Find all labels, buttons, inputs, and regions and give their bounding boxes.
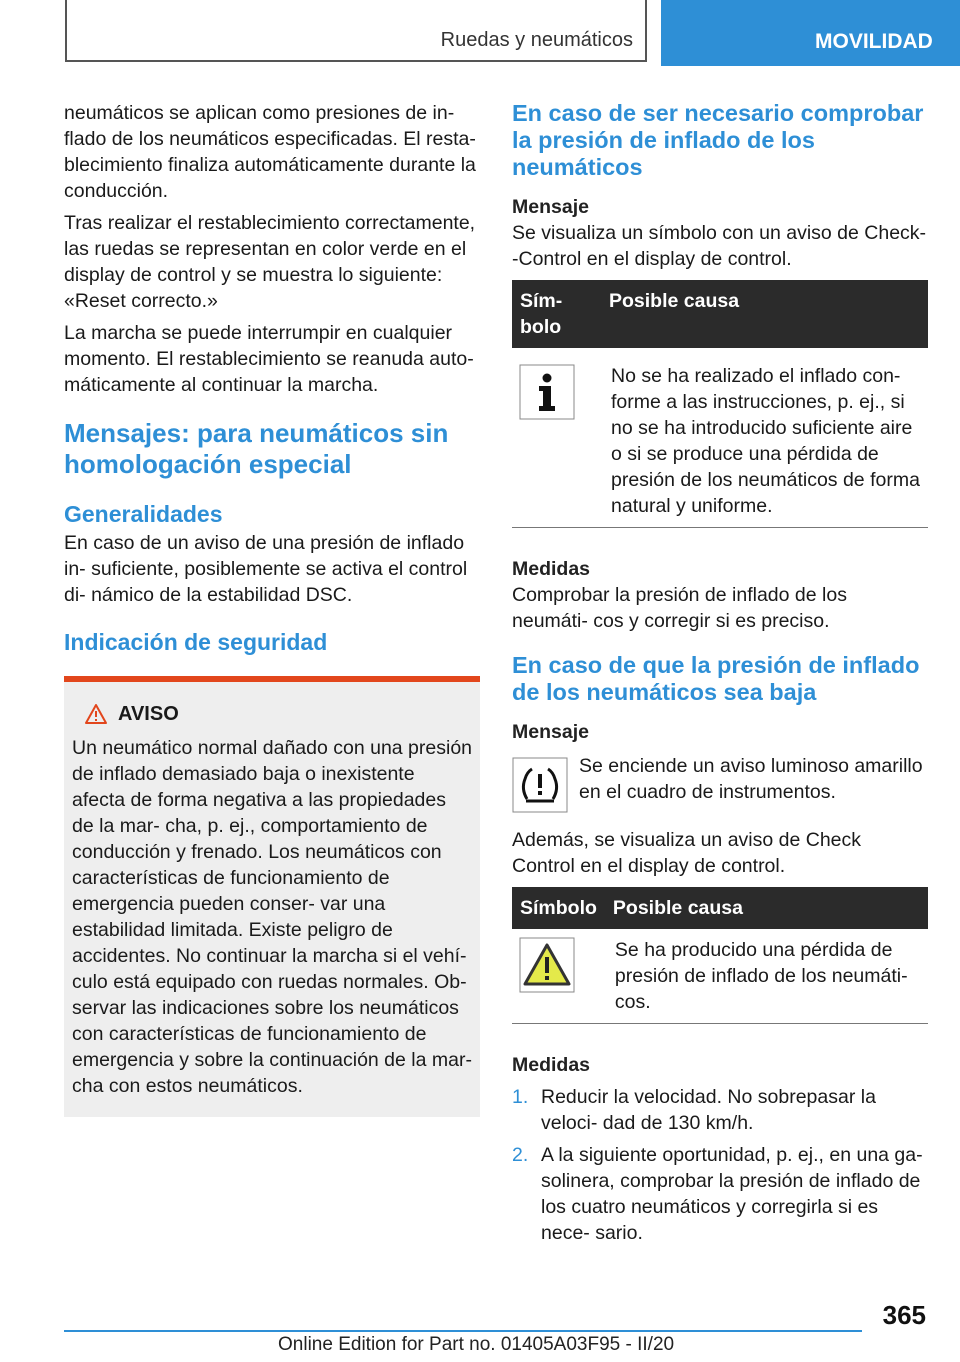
heading-seguridad: Indicación de seguridad bbox=[64, 629, 328, 655]
paragraph-lamp: Se enciende un aviso luminoso amarillo en el cuadro de instrumentos. bbox=[579, 755, 923, 803]
list-item bbox=[512, 1142, 928, 1246]
paragraph-reset-intro: neumáticos se aplican como presiones de in‐ flado de los neumáticos especificadas. El resta‐ blecimiento finaliza automáticamente durante la conducción. bbox=[64, 102, 476, 202]
page-header bbox=[0, 0, 960, 66]
heading-generalidades: Generalidades bbox=[64, 501, 223, 527]
warning-text: Un neumático normal dañado con una presión de inflado demasiado baja o inexistente afecta de forma negativa a las propiedades de la mar‐ cha, p. ej., comportamiento de conducción y frenado. Los neumáticos con características de funcionamiento de emergencia pueden conser‐ var una estabilidad limitada. Existe peligro de accidentes. No continuar la marcha si el vehí‐ culo está equipado con ruedas normales. Ob‐ servar las indicaciones sobre los neumáticos con características de funcionamiento de emergencia y sobre la continuación de la mar‐ cha con estos neumáticos. bbox=[72, 737, 473, 1097]
paragraph-generalidades: En caso de un aviso de una presión de inflado in‐ suficiente, posiblemente se activa el control di‐ námico de la estabilidad DSC. bbox=[64, 532, 468, 606]
table-row bbox=[512, 348, 928, 528]
step-text: Reducir la velocidad. No sobrepasar la veloci‐ dad de 130 km/h. bbox=[541, 1086, 876, 1134]
paragraph-reset-interrupt: La marcha se puede interrumpir en cualquier momento. El restablecimiento se reanuda auto‐ máticamente al continuar la marcha. bbox=[64, 322, 474, 396]
page-number: 365 bbox=[882, 1300, 926, 1330]
warning-triangle-icon bbox=[84, 703, 108, 725]
footer-divider bbox=[64, 1330, 862, 1332]
table1-cause-cell: No se ha realizado el inflado con‐ forme a las instrucciones, p. ej., si no se ha introducido suficiente aire o si se produce una pérdida de presión de los neumáticos de forma natural y uniforme. bbox=[601, 348, 928, 528]
symbol-table-2 bbox=[512, 887, 928, 1024]
table1-symbol-cell bbox=[512, 348, 601, 528]
warning-box bbox=[64, 676, 480, 1117]
heading-comprobar: En caso de ser necesario comprobar la presión de inflado de los neumáticos bbox=[512, 100, 924, 180]
label-medidas: Medidas bbox=[512, 558, 591, 580]
table1-col-cause: Posible causa bbox=[601, 280, 928, 348]
table-row bbox=[512, 929, 928, 1024]
table1-col-symbol: Sím‐ bolo bbox=[512, 280, 601, 348]
paragraph-check-control: Además, se visualiza un aviso de Check Control en el display de control. bbox=[512, 829, 862, 877]
chapter-title: Ruedas y neumáticos bbox=[440, 29, 633, 51]
table2-symbol-cell bbox=[512, 929, 605, 1024]
left-column bbox=[64, 100, 480, 1117]
warning-title: AVISO bbox=[118, 703, 179, 725]
label-mensaje: Mensaje bbox=[512, 196, 589, 218]
table2-col-symbol: Símbolo bbox=[512, 887, 605, 929]
section-tab bbox=[661, 0, 960, 66]
steps-list bbox=[512, 1084, 928, 1246]
heading-mensajes: Mensajes: para neumáticos sin homologación especial bbox=[64, 418, 449, 479]
paragraph-medidas: Comprobar la presión de inflado de los neumáti‐ cos y corregir si es preciso. bbox=[512, 584, 847, 632]
edition-footer: Online Edition for Part no. 01405A03F95 - II/20 bbox=[278, 1334, 675, 1355]
paragraph-reset-success: Tras realizar el restablecimiento correctamente, las ruedas se representan en color verde en el display de control y se muestra lo siguiente: «Reset correcto.» bbox=[64, 212, 476, 312]
tire-pressure-warning-icon bbox=[512, 757, 568, 813]
step-text: A la siguiente oportunidad, p. ej., en una ga‐ solinera, comprobar la presión de inflado de los cuatro neumáticos y corregirla si es nece‐ sario. bbox=[541, 1144, 923, 1244]
label-medidas-2: Medidas bbox=[512, 1054, 591, 1076]
lamp-row bbox=[512, 753, 928, 813]
section-tab-label: MOVILIDAD bbox=[815, 30, 933, 53]
info-icon bbox=[519, 364, 575, 420]
step-number: 1. bbox=[512, 1086, 529, 1108]
warning-header bbox=[84, 701, 472, 727]
table2-col-cause: Posible causa bbox=[605, 887, 928, 929]
list-item bbox=[512, 1084, 928, 1136]
table2-cause-cell: Se ha producido una pérdida de presión de inflado de los neumáti‐ cos. bbox=[605, 929, 928, 1024]
chapter-box bbox=[65, 0, 647, 62]
label-mensaje-2: Mensaje bbox=[512, 721, 589, 743]
right-column bbox=[512, 100, 928, 1252]
heading-presion-baja: En caso de que la presión de inflado de los neumáticos sea baja bbox=[512, 652, 920, 705]
step-number: 2. bbox=[512, 1144, 529, 1166]
symbol-table-1 bbox=[512, 280, 928, 528]
paragraph-mensaje: Se visualiza un símbolo con un aviso de Check‐ -Control en el display de control. bbox=[512, 222, 927, 270]
warning-triangle-icon bbox=[519, 937, 575, 993]
